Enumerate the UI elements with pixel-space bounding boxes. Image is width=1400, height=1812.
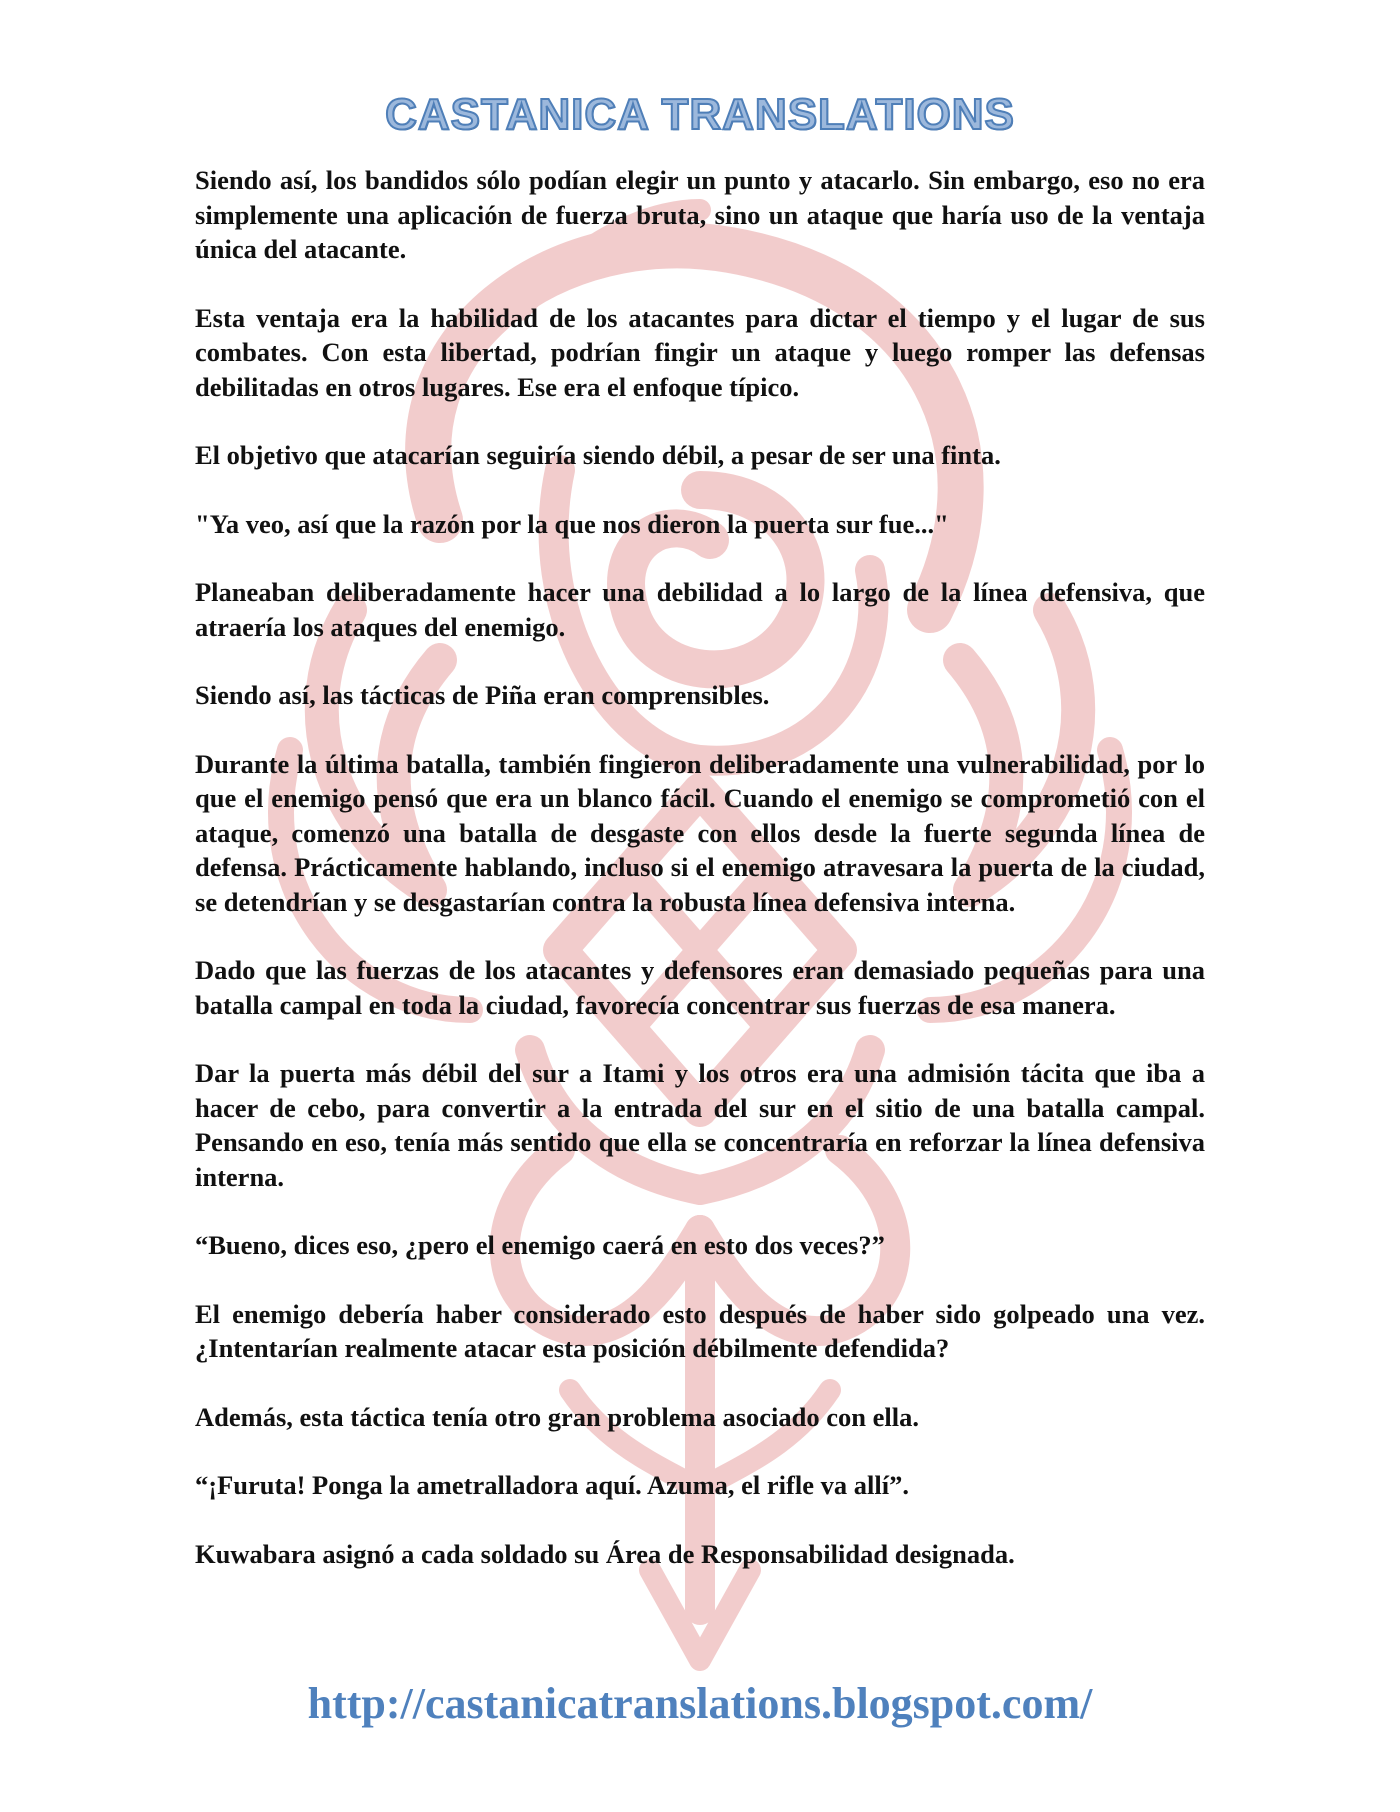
blog-url-link[interactable]: http://castanicatranslations.blogspot.com/ [307,1679,1093,1728]
paragraph: "Ya veo, así que la razón por la que nos dieron la puerta sur fue..." [195,508,949,539]
paragraph: “Bueno, dices eso, ¿pero el enemigo caerá en esto dos veces?” [195,1230,885,1260]
paragraph: Planeaban deliberadamente hacer una debilidad a lo largo de la línea defensiva, que atraería los ataques del enemigo. [195,577,1205,642]
paragraph: Dado que las fuerzas de los atacantes y defensores eran demasiado pequeñas para una batalla campal en toda la ciudad, favorecía concentrar sus fuerzas de esa manera. [195,955,1205,1020]
paragraph: Esta ventaja era la habilidad de los atacantes para dictar el tiempo y el lugar de sus combates. Con esta libertad, podrían fingir un ataque y luego romper las defensas debilitadas en otros lugares. Ese era el enfoque típico. [195,302,1205,402]
page-title: CASTANICA TRANSLATIONS [385,90,1015,139]
document-body [195,163,1205,1605]
paragraph: Dar la puerta más débil del sur a Itami y los otros era una admisión tácita que iba a hacer de cebo, para convertir a la entrada del sur en el sitio de una batalla campal. Pensando en eso, tenía más sentido que ella se concentraría en reforzar la línea defensiva interna. [195,1058,1205,1192]
paragraph: Kuwabara asignó a cada soldado su Área de Responsabilidad designada. [195,1538,1015,1569]
paragraph: Además, esta táctica tenía otro gran problema asociado con ella. [195,1401,920,1432]
paragraph: Durante la última batalla, también fingieron deliberadamente una vulnerabilidad, por lo que el enemigo pensó que era un blanco fácil. Cuando el enemigo se comprometió con el ataque, comenzó una batalla de desgaste con ellos desde la fuerte segunda línea de defensa. Prácticamente hablando, incluso si el enemigo atravesara la puerta de la ciudad, se detendrían y se desgastarían contra la robusta línea defensiva interna. [195,748,1205,917]
paragraph: Siendo así, las tácticas de Piña eran comprensibles. [195,680,770,710]
paragraph: El enemigo debería haber considerado esto después de haber sido golpeado una vez. ¿Intentarían realmente atacar esta posición débilmente defendida? [195,1298,1205,1363]
paragraph: Siendo así, los bandidos sólo podían elegir un punto y atacarlo. Sin embargo, eso no era simplemente una aplicación de fuerza bruta, sino un ataque que haría uso de la ventaja única del atacante. [195,165,1205,264]
paragraph: “¡Furuta! Ponga la ametralladora aquí. Azuma, el rifle va allí”. [195,1470,909,1500]
paragraph: El objetivo que atacarían seguiría siendo débil, a pesar de ser una finta. [195,440,1001,470]
